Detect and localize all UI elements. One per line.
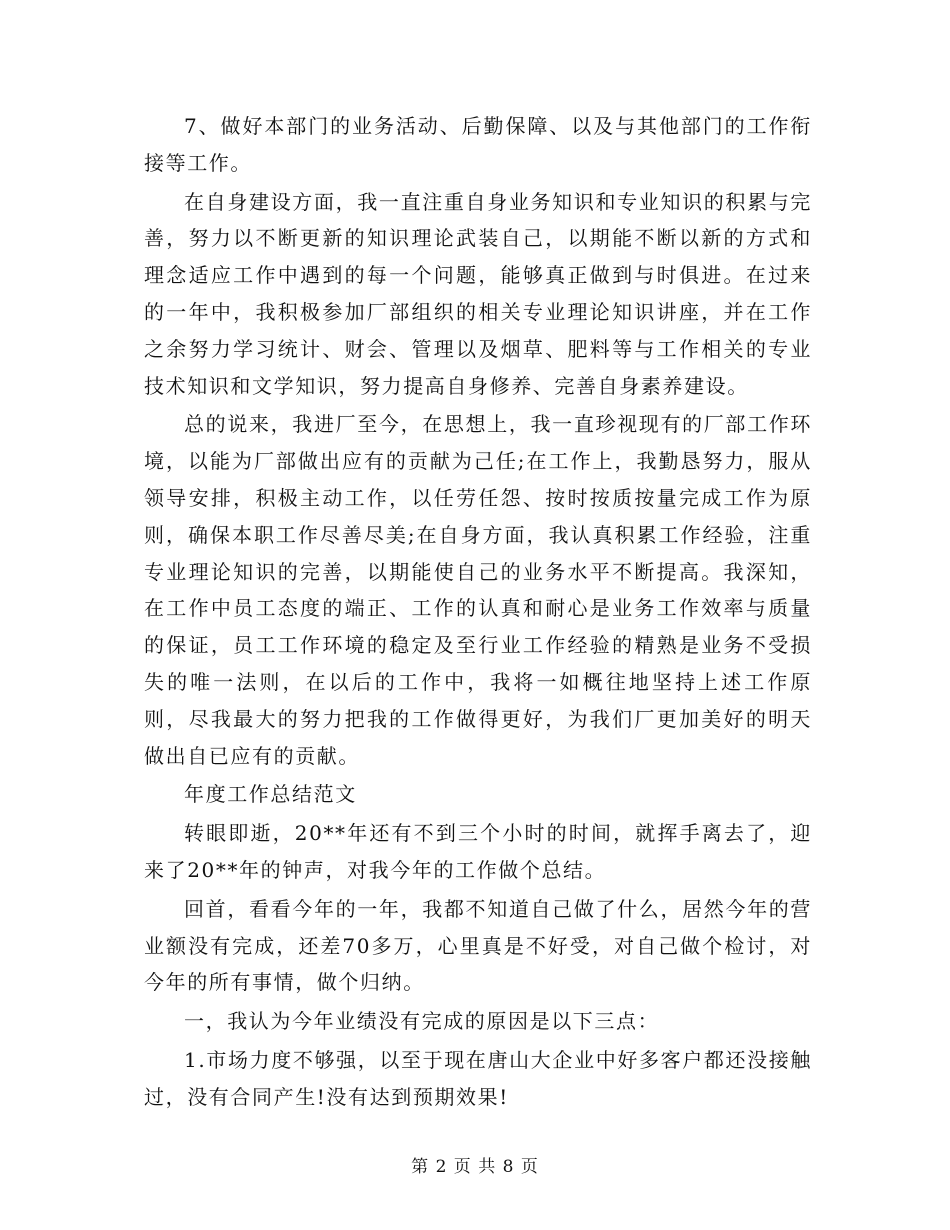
paragraph-review: 回首，看看今年的一年，我都不知道自己做了什么，居然今年的营业额没有完成，还差70多万，心里真是不好受，对自己做个检讨，对今年的所有事情，做个归纳。 (144, 896, 812, 995)
page-number-footer: 第 2 页 共 8 页 (411, 1157, 539, 1177)
paragraph-summary: 总的说来，我进厂至今，在思想上，我一直珍视现有的厂部工作环境，以能为厂部做出应有的贡献为己任;在工作上，我勤恳努力，服从领导安排，积极主动工作，以任劳任怨、按时按质按量完成工作为原则，确保本职工作尽善尽美;在自身方面，我认真积累工作经验，注重专业理论知识的完善，以期能使自己的业务水平不断提高。我深知，在工作中员工态度的端正、工作的认真和耐心是业务工作效率与质量的保证，员工工作环境的稳定及至行业工作经验的精熟是业务不受损失的唯一法则，在以后的工作中，我将一如概往地坚持上述工作原则，尽我最大的努力把我的工作做得更好，为我们厂更加美好的明天做出自已应有的贡献。 (144, 412, 812, 768)
paragraph-year-end: 转眼即逝，20**年还有不到三个小时的时间，就挥手离去了，迎来了20**年的钟声，对我今年的工作做个总结。 (144, 821, 812, 882)
paragraph-reason-1: 1.市场力度不够强，以至于现在唐山大企业中好多客户都还没接触过，没有合同产生!没有达到预期效果! (144, 1047, 812, 1109)
paragraph-reasons-intro: 一，我认为今年业绩没有完成的原因是以下三点： (184, 1009, 660, 1034)
section-heading-annual-summary: 年度工作总结范文 (184, 782, 357, 807)
paragraph-task-7: 7、做好本部门的业务活动、后勤保障、以及与其他部门的工作衔接等工作。 (144, 114, 812, 175)
paragraph-self-development: 在自身建设方面，我一直注重自身业务知识和专业知识的积累与完善，努力以不断更新的知识理论武装自己，以期能不断以新的方式和理念适应工作中遇到的每一个问题，能够真正做到与时俱进。在过来的一年中，我积极参加厂部组织的相关专业理论知识讲座，并在工作之余努力学习统计、财会、管理以及烟草、肥料等与工作相关的专业技术知识和文学知识，努力提高自身修养、完善自身素养建设。 (144, 189, 812, 398)
document-body (144, 108, 812, 1118)
